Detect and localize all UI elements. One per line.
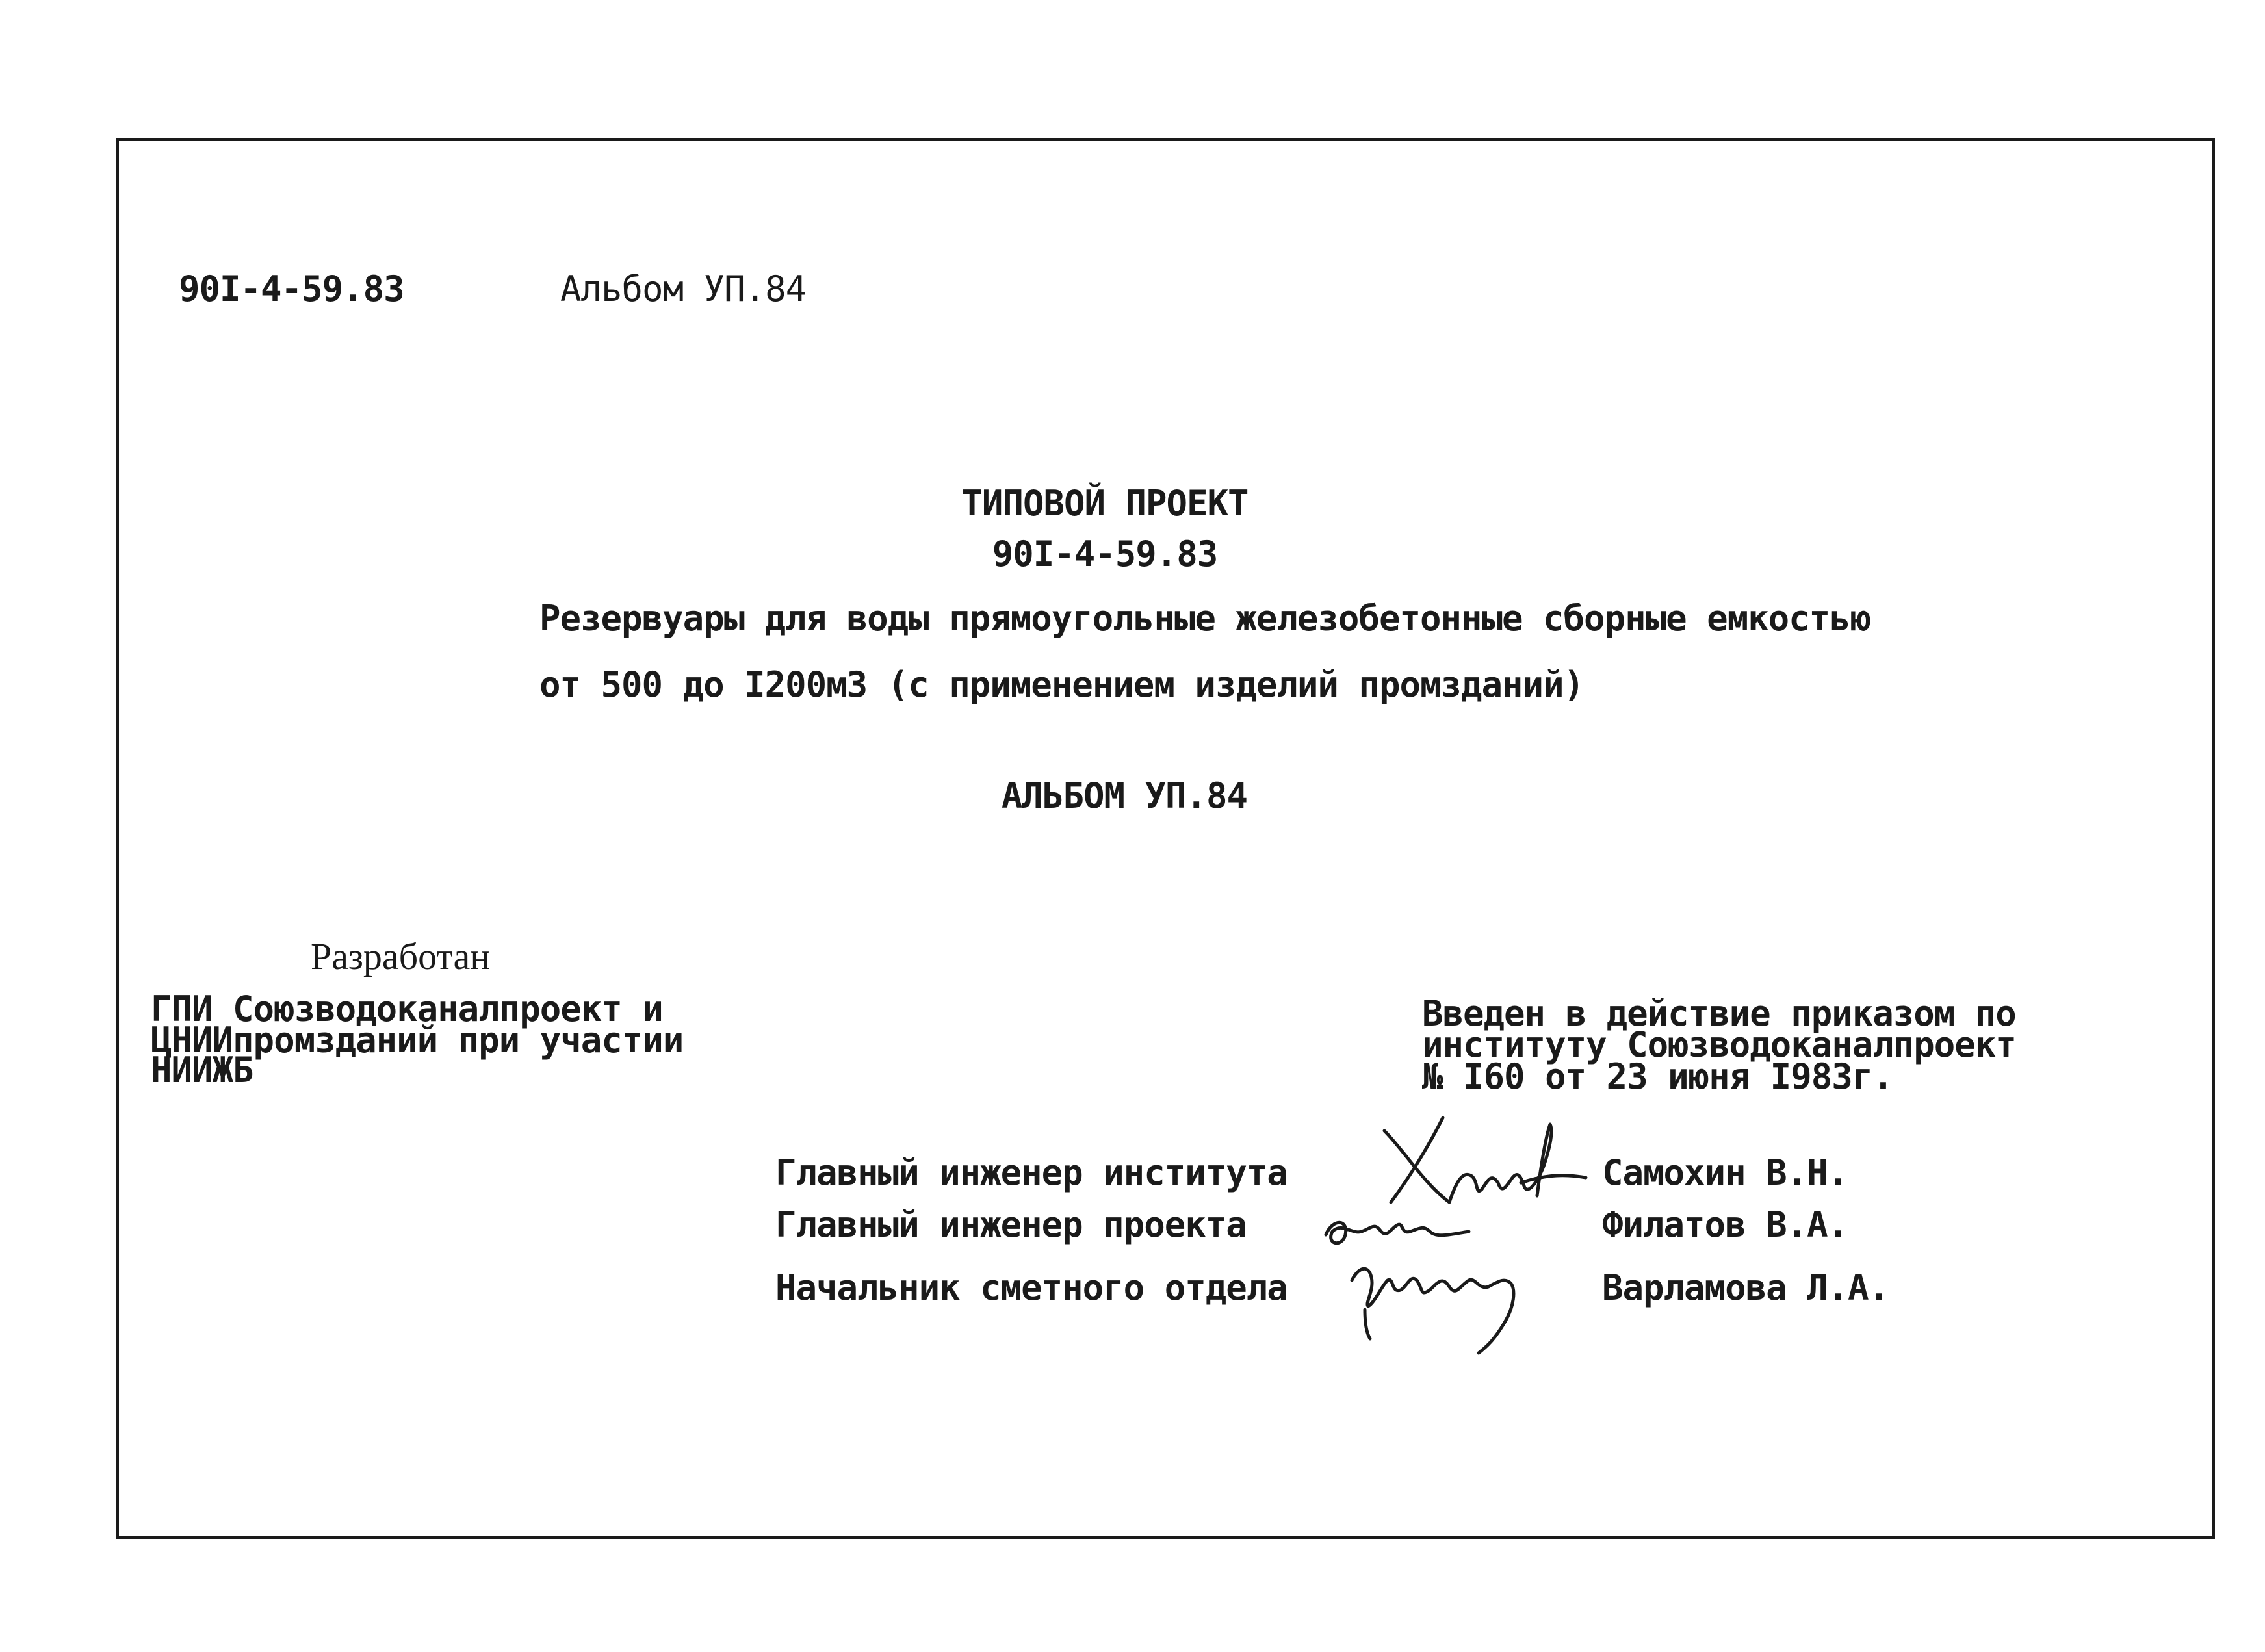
- developer-line-1: ГПИ Союзводоканалпроект и: [151, 988, 663, 1029]
- signatory-position-1: Главный инженер института: [775, 1152, 1288, 1193]
- signature-varlamova: [1339, 1241, 1547, 1358]
- introduced-line-2: институту Союзводоканалпроект: [1422, 1024, 2016, 1065]
- project-description-line-1: Резервуары для воды прямоугольные железобетонные сборные емкостью: [539, 598, 1871, 639]
- document-code: 90I-4-59.83: [179, 268, 404, 309]
- introduced-line-3: № I60 от 23 июня I983г.: [1422, 1056, 1893, 1097]
- signatory-name-3: Варламова Л.А.: [1602, 1267, 1889, 1308]
- signatory-position-3: Начальник сметного отдела: [775, 1267, 1288, 1308]
- album-label: Альбом УП.84: [560, 268, 807, 309]
- project-description-line-2: от 500 до I200м3 (с применением изделий промзданий): [539, 664, 1585, 705]
- document-frame: [116, 138, 2215, 1539]
- developer-line-3: НИИЖБ: [151, 1050, 253, 1091]
- signatory-position-2: Главный инженер проекта: [775, 1204, 1247, 1245]
- developer-line-2: ЦНИИпромзданий при участии: [151, 1020, 684, 1061]
- developed-heading: Разработан: [311, 935, 491, 977]
- signatory-name-1: Самохин В.Н.: [1602, 1152, 1848, 1193]
- signatory-name-2: Филатов В.А.: [1602, 1204, 1848, 1245]
- introduced-line-1: Введен в действие приказом по: [1422, 993, 2016, 1034]
- album-title: АЛЬБОМ УП.84: [1001, 775, 1248, 816]
- project-type-label: ТИПОВОЙ ПРОЕКТ: [961, 483, 1249, 524]
- project-number: 90I-4-59.83: [992, 534, 1218, 574]
